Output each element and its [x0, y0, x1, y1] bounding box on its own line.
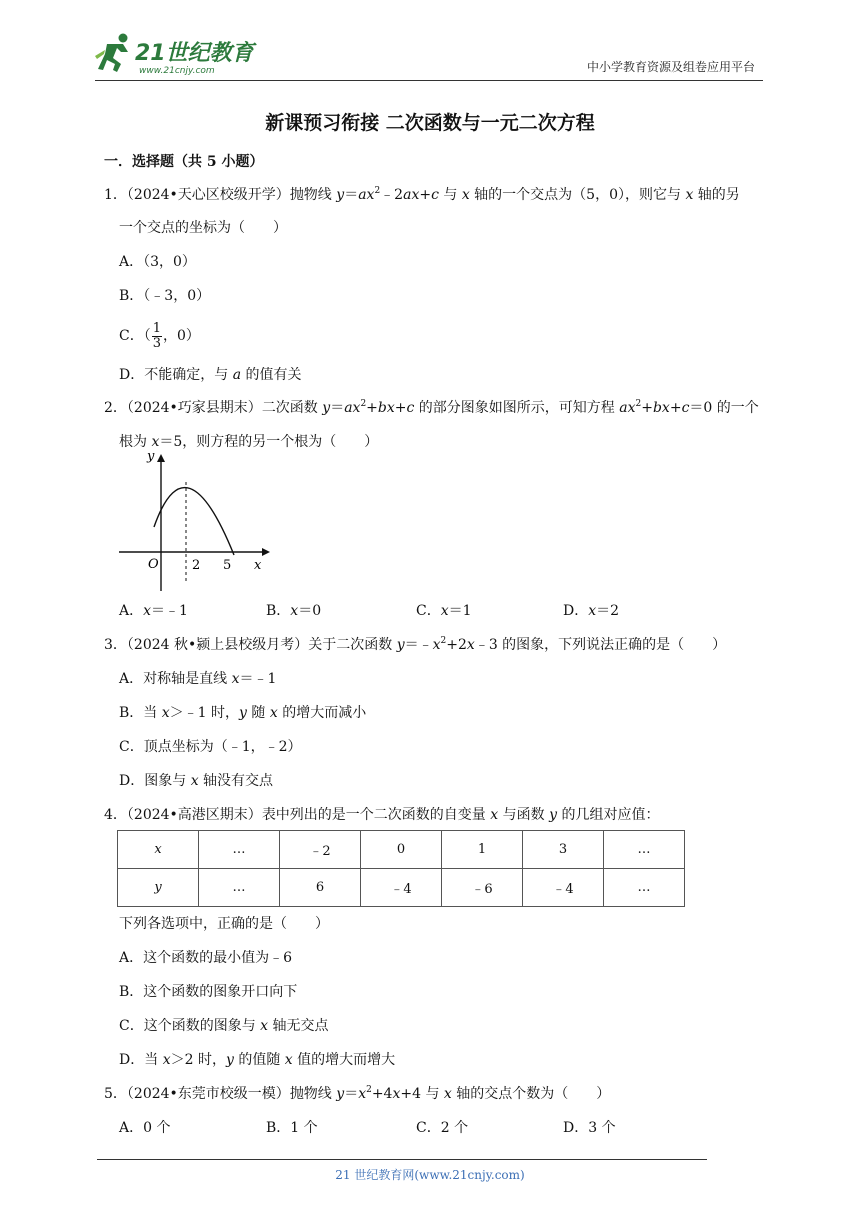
q2-stem-line1: 2．（2024•巧家县期末）二次函数 $y=ax^2+bx+c$ 的部分图象如图所示，可知方程 $ax^2+bx+c=0$ 的一个 [104, 399, 759, 416]
fraction-one-third: $\frac{1}{3}$ [152, 320, 161, 351]
q5-option-a: A．0 个 [119, 1120, 171, 1136]
q1-stem-line2: 一个交点的坐标为（ ） [119, 220, 287, 236]
graph-x-label: x [254, 558, 262, 573]
q5-option-c: C．2 个 [416, 1120, 469, 1136]
q2-option-b: B．x＝0 [266, 603, 322, 619]
graph-origin-label: O [148, 557, 159, 572]
q3-option-d: D．图象与 x 轴没有交点 [119, 773, 274, 789]
table-cell: 0 [361, 831, 442, 869]
page-header [95, 28, 763, 81]
q1-option-d: D．不能确定，与 a 的值有关 [119, 367, 302, 383]
q1-option-b: B．（﹣3，0） [119, 288, 211, 304]
q4-prompt: 下列各选项中，正确的是（ ） [119, 916, 329, 932]
y-axis-arrow [157, 454, 165, 462]
section-heading: 一．选择题（共 5 小题） [104, 154, 264, 170]
table-cell: ﹣4 [361, 869, 442, 907]
footer-divider [97, 1159, 707, 1160]
q5-option-d: D．3 个 [563, 1120, 616, 1136]
q3-option-b: B．当 x＞﹣1 时，y 随 x 的增大而减小 [119, 705, 367, 721]
q4-option-d: D．当 x＞2 时，y 的值随 x 值的增大而增大 [119, 1052, 396, 1068]
q2-option-d: D．x＝2 [563, 603, 620, 619]
table-cell: ﹣6 [442, 869, 523, 907]
table-cell: 6 [280, 869, 361, 907]
q2-option-a: A．x＝﹣1 [119, 603, 188, 619]
q1-stem-line1: 1．（2024•天心区校级开学）抛物线 $y=ax^2﹣2ax+c$ 与 x 轴的一个交点为（5，0），则它与 x 轴的另 [104, 186, 740, 203]
table-cell: ﹣2 [280, 831, 361, 869]
q4-stem: 4．（2024•高港区期末）表中列出的是一个二次函数的自变量 x 与函数 y 的几组对应值： [104, 807, 660, 823]
q2-option-c: C．x＝1 [416, 603, 472, 619]
q3-option-c: C．顶点坐标为（﹣1，﹣2） [119, 739, 302, 755]
graph-tick-2: 2 [192, 558, 201, 573]
footer-link[interactable]: 21 世纪教育网(www.21cnjy.com) [335, 1168, 525, 1182]
table-cell: y [118, 869, 199, 907]
q5-stem: 5．（2024•东莞市校级一模）抛物线 $y=x^2+4x+4$ 与 x 轴的交点个数为（ ） [104, 1085, 611, 1102]
q1-option-c: C．（ $\frac{1}{3}$ ，0） [119, 320, 200, 351]
table-cell: … [199, 831, 280, 869]
graph-tick-5: 5 [223, 558, 232, 573]
q4-option-c: C．这个函数的图象与 x 轴无交点 [119, 1018, 329, 1034]
values-table [117, 830, 685, 907]
page-title: 新课预习衔接 二次函数与一元二次方程 [265, 112, 595, 134]
q5-option-b: B．1 个 [266, 1120, 318, 1136]
table-row [118, 831, 685, 869]
table-cell: 1 [442, 831, 523, 869]
table-row [118, 869, 685, 907]
q4-option-a: A．这个函数的最小值为﹣6 [119, 950, 293, 966]
logo-url: www.21cnjy.com [139, 66, 215, 76]
header-slogan: 中小学教育资源及组卷应用平台 [586, 60, 755, 74]
table-cell: 3 [523, 831, 604, 869]
graph-y-label: y [147, 452, 155, 464]
table-cell: x [118, 831, 199, 869]
logo-text: 21世纪教育 [135, 41, 254, 66]
parabola-curve [154, 488, 234, 555]
q4-option-b: B．这个函数的图象开口向下 [119, 984, 298, 1000]
q3-stem: 3．（2024 秋•颍上县校级月考）关于二次函数 $y=﹣x^2+2x﹣3$ 的图象，下列说法正确的是（ ） [104, 636, 727, 653]
x-axis-arrow [262, 548, 270, 556]
q1-option-a: A．（3，0） [119, 254, 196, 270]
q2-stem-line2: 根为 x＝5，则方程的另一个根为（ ） [119, 434, 379, 450]
table-cell: ﹣4 [523, 869, 604, 907]
parabola-graph [116, 452, 271, 592]
q3-option-a: A．对称轴是直线 x＝﹣1 [119, 671, 277, 687]
table-cell: … [604, 869, 685, 907]
table-cell: … [604, 831, 685, 869]
table-cell: … [199, 869, 280, 907]
site-logo [95, 30, 265, 76]
